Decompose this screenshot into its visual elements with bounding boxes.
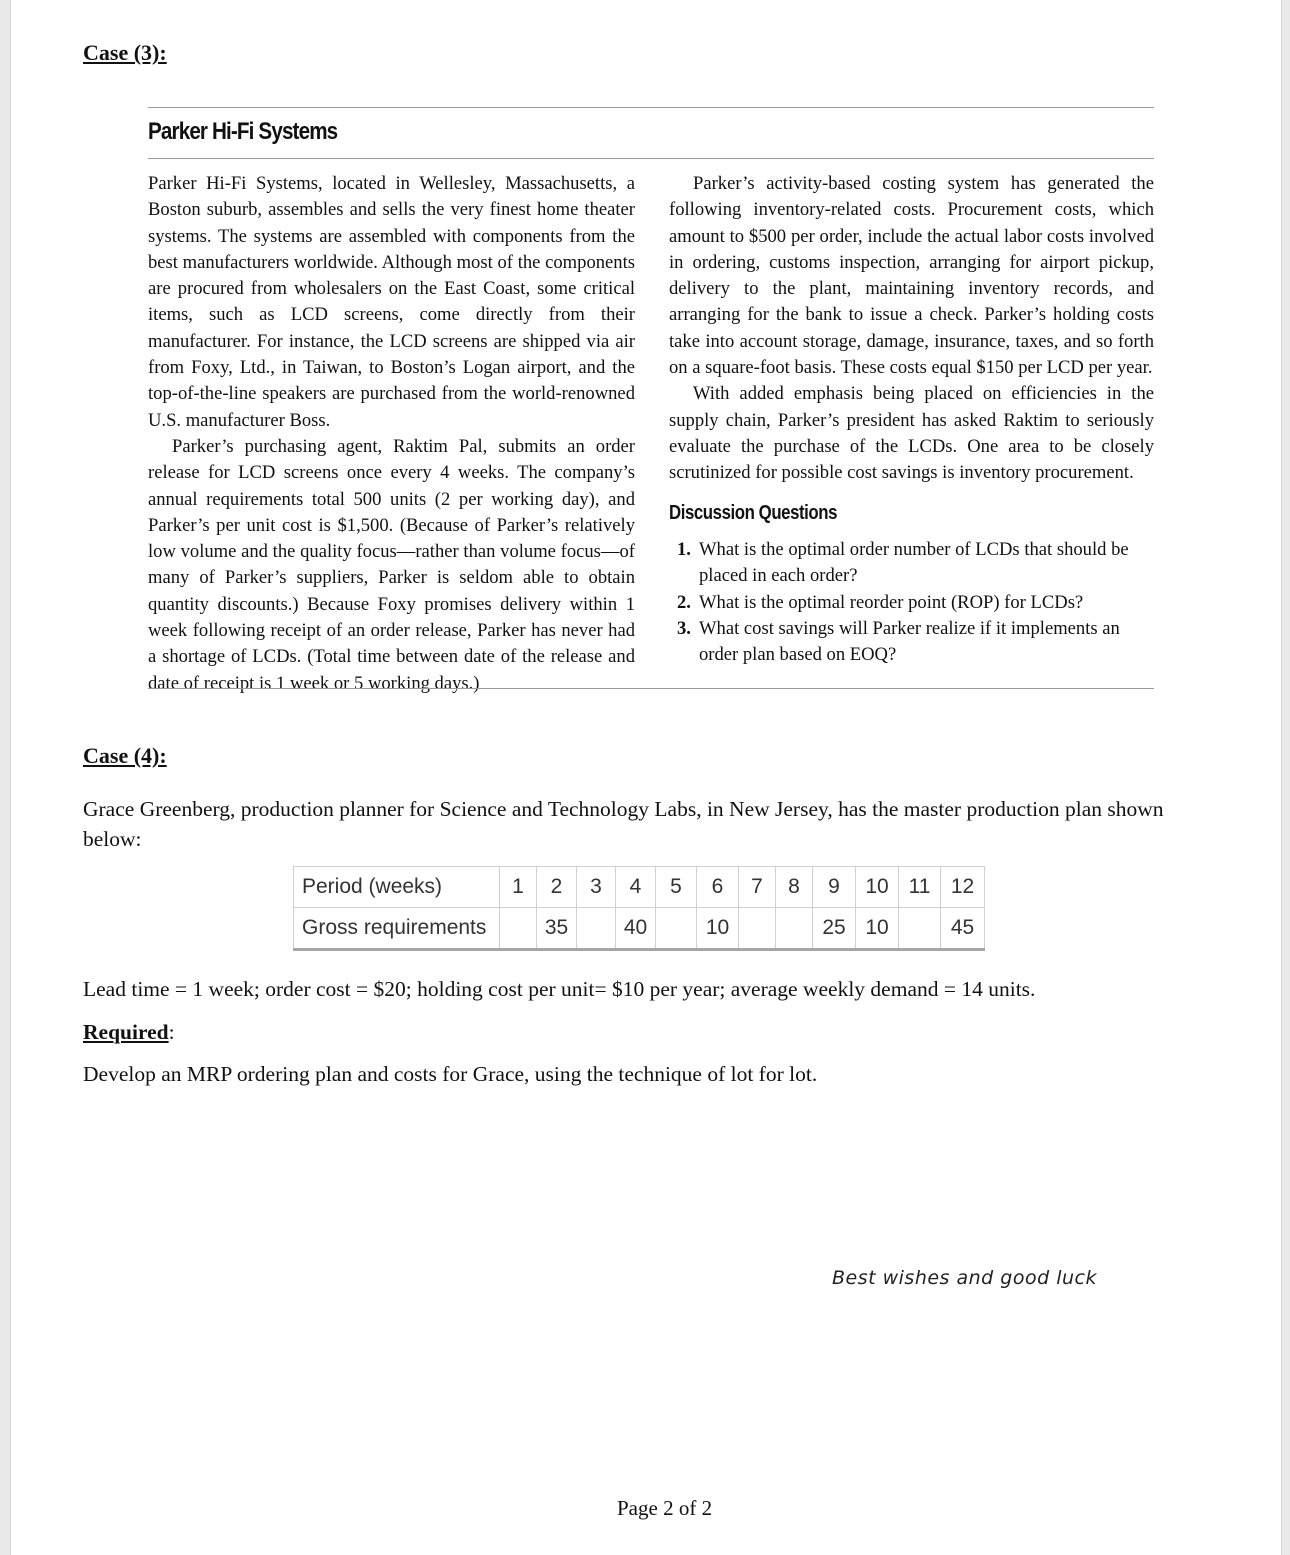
requirement-cell bbox=[577, 908, 616, 950]
question-text: What cost savings will Parker realize if it implements an order plan based on EOQ? bbox=[699, 617, 1120, 666]
question-item-2 bbox=[669, 590, 1154, 616]
case3-left-paragraph-2: Parker’s purchasing agent, Raktim Pal, submits an order release for LCD screens once every 4 weeks. The company’s annual requirements total 500 units (2 per working day), and Parker’s per unit cost is $1,500. (Because of Parker’s relatively low volume and the quality focus—rather than volume focus—of many of Parker’s suppliers, Parker is seldom able to obtain quantity discounts.) Because Foxy promises delivery within 1 week following receipt of an order release, Parker has never had a shortage of LCDs. (Total time between date of the release and date of receipt is 1 week or 5 working days.) bbox=[148, 435, 635, 694]
requirement-cell: 10 bbox=[697, 908, 739, 950]
question-item-3 bbox=[669, 616, 1154, 669]
requirement-cell: 40 bbox=[616, 908, 656, 950]
case4-heading: Case (4): bbox=[83, 743, 167, 768]
requirement-cell: 25 bbox=[813, 908, 856, 950]
requirement-cell: 35 bbox=[537, 908, 577, 950]
required-label: Required bbox=[83, 1020, 169, 1044]
requirement-cell: 10 bbox=[856, 908, 899, 950]
document-page bbox=[10, 0, 1282, 1555]
period-cell: 3 bbox=[577, 867, 616, 908]
row-label-gross-requirements: Gross requirements bbox=[294, 908, 500, 950]
table-row-periods bbox=[294, 867, 985, 908]
requirement-cell: 45 bbox=[941, 908, 985, 950]
period-cell: 12 bbox=[941, 867, 985, 908]
requirement-cell bbox=[500, 908, 537, 950]
requirement-cell bbox=[899, 908, 941, 950]
case3-heading: Case (3): bbox=[83, 40, 167, 65]
required-heading bbox=[83, 1017, 175, 1047]
case3-title: Parker Hi-Fi Systems bbox=[148, 118, 338, 145]
period-cell: 4 bbox=[616, 867, 656, 908]
case3-title-rule bbox=[148, 158, 1154, 159]
question-number: 1. bbox=[677, 539, 691, 560]
requirement-cell bbox=[776, 908, 813, 950]
question-number: 2. bbox=[677, 591, 691, 613]
table-row-gross-requirements bbox=[294, 908, 985, 950]
period-cell: 10 bbox=[856, 867, 899, 908]
period-cell: 9 bbox=[813, 867, 856, 908]
required-colon: : bbox=[168, 1020, 175, 1044]
period-cell: 8 bbox=[776, 867, 813, 908]
closing-note: Best wishes and good luck bbox=[832, 1267, 1097, 1289]
case4-parameters: Lead time = 1 week; order cost = $20; holding cost per unit= $10 per year; average weekly demand = 14 units. bbox=[83, 977, 1036, 1001]
question-item-1 bbox=[669, 537, 1154, 590]
master-production-plan-table bbox=[293, 866, 985, 951]
period-cell: 11 bbox=[899, 867, 941, 908]
case3-bottom-rule bbox=[148, 688, 1154, 689]
question-text: What is the optimal order number of LCDs that should be placed in each order? bbox=[699, 539, 1129, 587]
question-text: What is the optimal reorder point (ROP) for LCDs? bbox=[699, 591, 1084, 613]
discussion-questions-list bbox=[669, 537, 1154, 668]
case4-task: Develop an MRP ordering plan and costs for Grace, using the technique of lot for lot. bbox=[83, 1062, 818, 1086]
period-cell: 1 bbox=[500, 867, 537, 908]
case3-right-paragraph-1: Parker’s activity-based costing system has generated the following inventory-related costs. Procurement costs, which amount to $500 per order, include the actual labor costs involved in ordering, customs inspection, arranging for airport pickup, delivery to the plant, maintaining inventory records, and arranging for the bank to issue a check. Parker’s holding costs take into account storage, damage, insurance, taxes, and so forth on a square-foot basis. These costs equal $150 per LCD per year. bbox=[669, 173, 1154, 379]
case3-right-column bbox=[669, 171, 1154, 487]
period-cell: 2 bbox=[537, 867, 577, 908]
requirement-cell bbox=[739, 908, 776, 950]
case3-right-paragraph-2: With added emphasis being placed on efficiencies in the supply chain, Parker’s president has asked Raktim to seriously evaluate the purchase of the LCDs. One area to be closely scrutinized for possible cost savings is inventory procurement. bbox=[669, 383, 1154, 484]
case3-top-rule bbox=[148, 107, 1154, 108]
period-cell: 6 bbox=[697, 867, 739, 908]
page-number-footer: Page 2 of 2 bbox=[617, 1496, 713, 1520]
case4-intro: Grace Greenberg, production planner for Science and Technology Labs, in New Jersey, has the master production plan shown below: bbox=[83, 797, 1164, 851]
case3-left-paragraph-1: Parker Hi-Fi Systems, located in Wellesley, Massachusetts, a Boston suburb, assembles and sells the very finest home theater systems. The systems are assembled with components from the best manufacturers worldwide. Although most of the components are procured from wholesalers on the East Coast, some critical items, such as LCD screens, come directly from their manufacturer. For instance, the LCD screens are shipped via air from Foxy, Ltd., in Taiwan, to Boston’s Logan airport, and the top-of-the-line speakers are purchased from the world-renowned U.S. manufacturer Boss. bbox=[148, 173, 635, 431]
period-cell: 5 bbox=[656, 867, 697, 908]
requirement-cell bbox=[656, 908, 697, 950]
discussion-questions-title: Discussion Questions bbox=[669, 502, 838, 524]
case3-left-column bbox=[148, 171, 635, 697]
period-cell: 7 bbox=[739, 867, 776, 908]
question-number: 3. bbox=[677, 617, 691, 639]
row-label-periods: Period (weeks) bbox=[294, 867, 500, 908]
